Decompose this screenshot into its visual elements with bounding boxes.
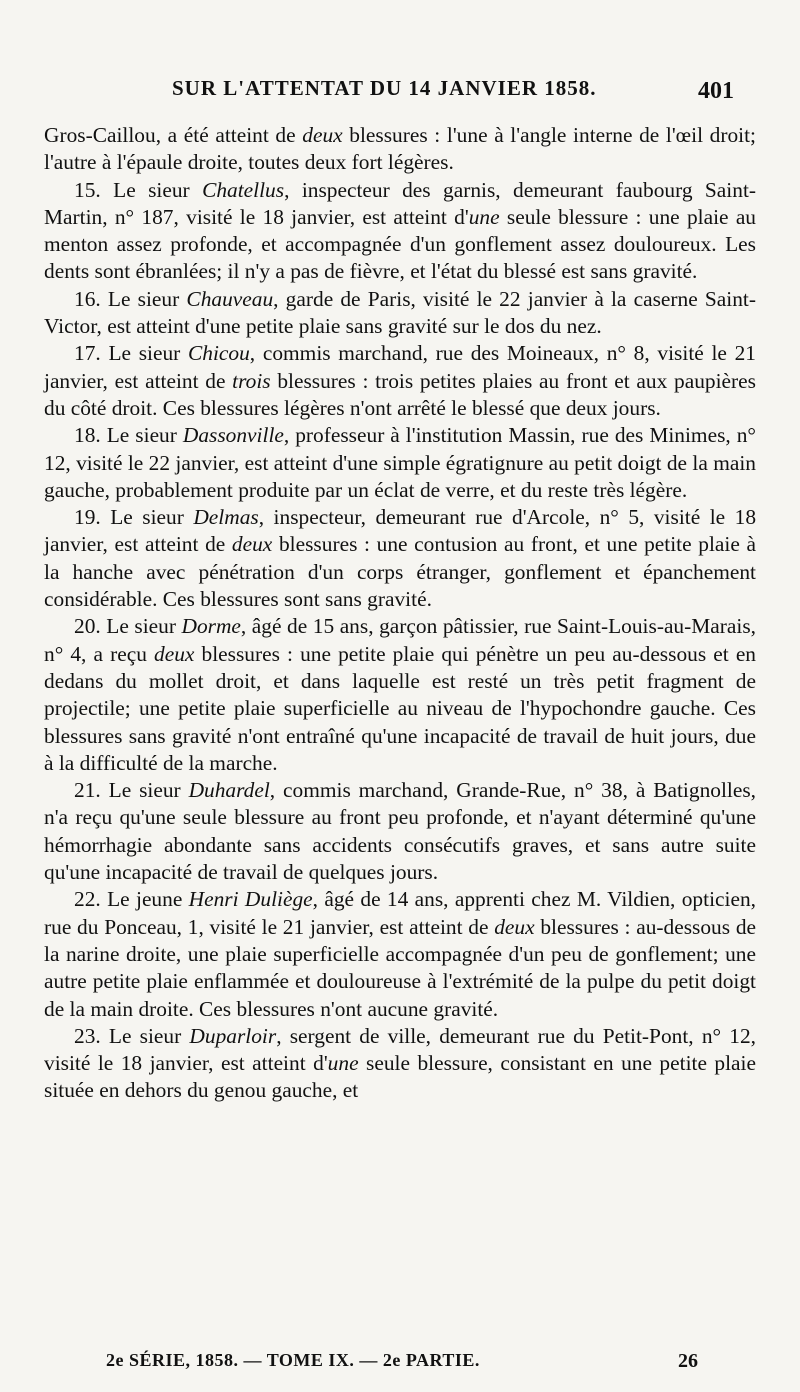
italic-run: deux [494, 914, 535, 939]
italic-run: Delmas [193, 505, 259, 530]
text-run: 17. Le sieur [74, 341, 188, 366]
italic-run: une [327, 1051, 359, 1076]
text-run: 18. Le sieur [74, 423, 183, 448]
text-run: Gros-Caillou, a été atteint de [44, 123, 303, 147]
numbered-entry [44, 177, 756, 286]
italic-run: deux [154, 641, 195, 666]
italic-run: Chatellus [202, 177, 285, 202]
header-title: SUR L'ATTENTAT DU 14 JANVIER 1858. [172, 76, 597, 100]
text-run: 21. Le sieur [74, 778, 189, 803]
text-run: blessures : au-dessous de la narine droite, une plaie superficielle accompagnée d'un peu de gonflement; une autre petite plaie enflammée et douloureuse à l'extrémité de la pulpe du petit doigt de la main droite. Ces blessures n'ont aucune gravité. [44, 914, 757, 1021]
continuation-paragraph [44, 122, 756, 177]
text-run: , garde de Paris, visité le 22 janvier à la caserne Saint-Victor, est atteint d'une petite plaie sans gravité sur le dos du nez. [44, 286, 757, 339]
text-run: , âgé de 14 ans, apprenti chez M. Vildien, opticien, rue du Ponceau, 1, visité le 21 janvier, est atteint de [44, 887, 756, 939]
numbered-entry [44, 886, 756, 1022]
italic-run: une [468, 204, 500, 229]
text-run: seule blessure : une plaie au menton assez profonde, et accompagnée d'un gonflement assez douloureux. Les dents sont ébranlées; il n'y a pas de fièvre, et l'état du blessé est sans gravité. [44, 204, 757, 284]
italic-run: Chauveau [186, 286, 274, 311]
italic-run: Dassonville [182, 423, 284, 448]
footer-signature: 26 [678, 1350, 698, 1372]
italic-run: deux [302, 123, 343, 147]
numbered-entry [44, 777, 756, 886]
footer-reference: 2e SÉRIE, 1858. — TOME IX. — 2e PARTIE. [106, 1350, 480, 1370]
italic-run: Duhardel [188, 778, 270, 803]
text-run: , inspecteur des garnis, demeurant faubourg Saint-Martin, n° 187, visité le 18 janvier, est atteint d' [44, 177, 757, 229]
text-run: , inspecteur, demeurant rue d'Arcole, n° 5, visité le 18 janvier, est atteint de [44, 505, 757, 557]
text-run: blessures : une contusion au front, et une petite plaie à la hanche avec pénétration d'un corps étranger, gonflement et épanchement considérable. Ces blessures sont sans gravité. [44, 532, 756, 612]
text-run: , commis marchand, Grande-Rue, n° 38, à Batignolles, n'a reçu qu'une seule blessure au front peu profonde, et n'ayant déterminé qu'une hémorrhagie abondante sans accidents consécutifs graves, et sans autre suite qu'une incapacité de travail de quelques jours. [44, 778, 757, 885]
italic-run: Duparloir [189, 1023, 277, 1048]
page-number: 401 [698, 78, 734, 104]
page-footer [0, 1350, 800, 1380]
text-run: blessures : trois petites plaies au front et aux paupières du côté droit. Ces blessures légères n'ont arrêté le blessé que deux jours. [44, 368, 756, 420]
italic-run: deux [231, 532, 273, 557]
numbered-entry [44, 1023, 756, 1105]
numbered-entry [44, 504, 756, 613]
text-run: , sergent de ville, demeurant rue du Petit-Pont, n° 12, visité le 18 janvier, est atteint d' [44, 1023, 756, 1076]
italic-run: Dorme [181, 614, 241, 639]
italic-run: Chicou [188, 341, 250, 366]
numbered-entry [44, 286, 756, 341]
italic-run: Henri Duliège [188, 887, 313, 912]
text-run: , commis marchand, rue des Moineaux, n° 8, visité le 21 janvier, est atteint de [44, 341, 756, 393]
text-run: seule blessure, consistant en une petite plaie située en dehors du genou gauche, et [44, 1051, 756, 1103]
text-run: 20. Le sieur [74, 614, 182, 639]
text-run: 19. Le sieur [74, 505, 194, 530]
text-run: blessures : une petite plaie qui pénètre un peu au-dessous et en dedans du mollet droit, et dans laquelle est resté un très petit fragment de projectile; une petite plaie superficielle au niveau de l'hypochondre gauche. Ces blessures sans gravité n'ont entraîné qu'une incapacité de travail de huit jours, due à la difficulté de la marche. [44, 641, 757, 775]
numbered-entry [44, 422, 756, 504]
text-run: 16. Le sieur [74, 286, 187, 311]
running-header [0, 74, 800, 108]
text-run: 15. Le sieur [74, 177, 203, 202]
text-run: 22. Le jeune [74, 887, 189, 912]
text-run: , âgé de 15 ans, garçon pâtissier, rue Saint-Louis-au-Marais, n° 4, a reçu [44, 614, 756, 666]
text-run: , professeur à l'institution Massin, rue des Minimes, n° 12, visité le 22 janvier, est atteint d'une simple égratignure au petit doigt de la main gauche, probablement produite par un éclat de verre, et du reste très légère. [44, 423, 756, 502]
text-run: 23. Le sieur [74, 1023, 190, 1048]
numbered-entry [44, 613, 756, 777]
numbered-entry [44, 340, 756, 422]
text-run: blessures : l'une à l'angle interne de l'œil droit; l'autre à l'épaule droite, toutes deux fort légères. [44, 123, 756, 175]
body-text [44, 122, 756, 1105]
italic-run: trois [232, 368, 271, 393]
